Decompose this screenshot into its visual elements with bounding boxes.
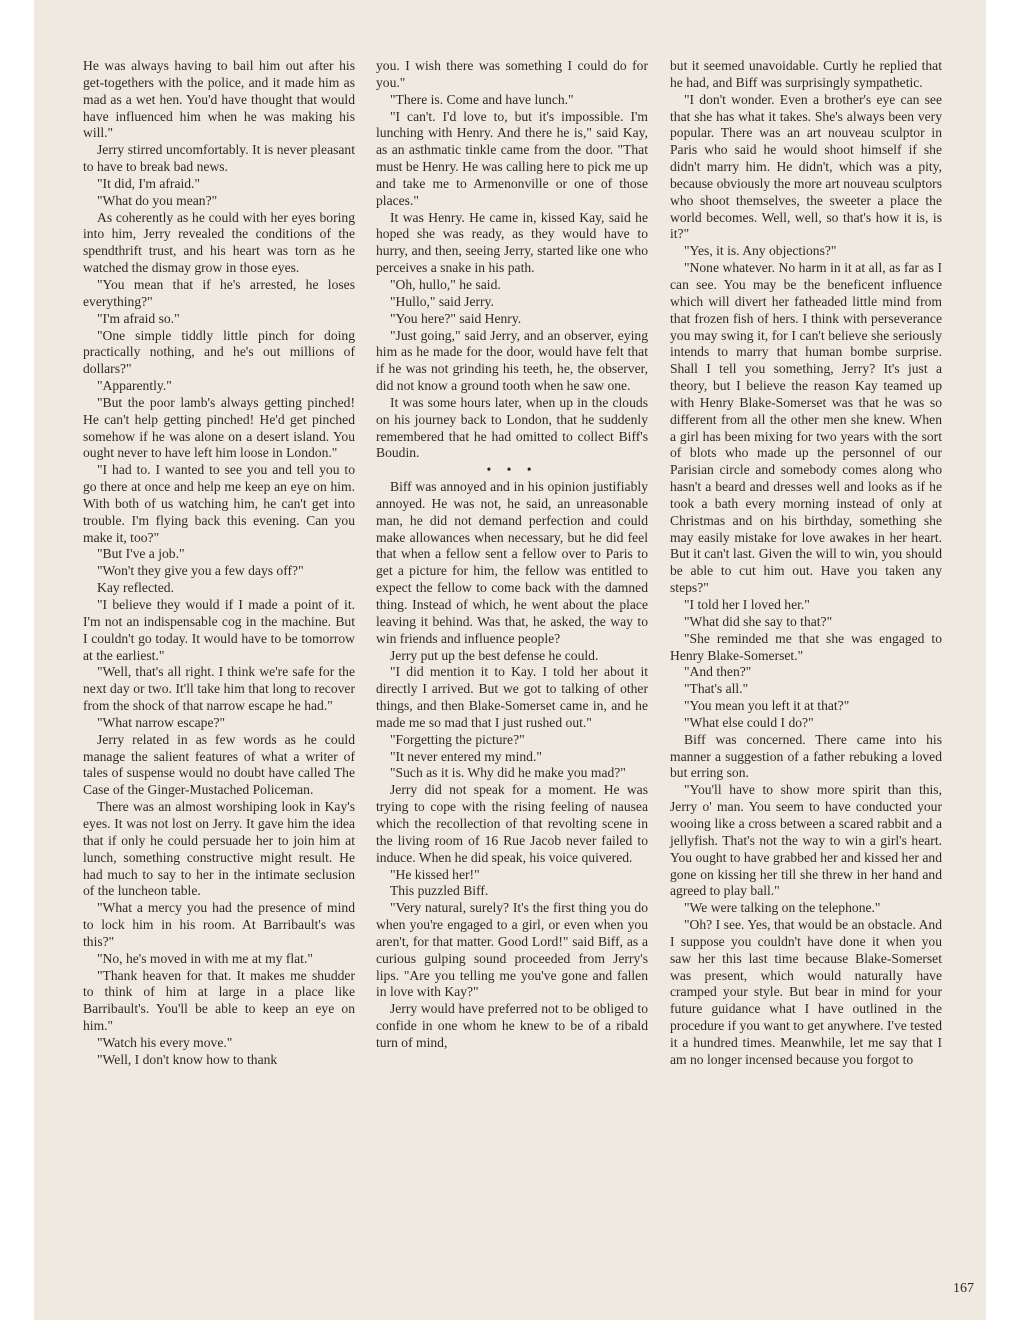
paragraph: "I don't wonder. Even a brother's eye can see that she has what it takes. She's always been very popular. There was an art nouveau sculptor in Paris who said he would shoot himself if she didn't marry him. He didn't, which was a pity, because obviously the more art nouveau sculptors who shoot themselves, the sweeter a place the world becomes. Well, well, so that's how it is, is it?": [670, 91, 942, 242]
paragraph: "We were talking on the telephone.": [684, 900, 881, 916]
paragraph: "No, he's moved in with me at my flat.": [97, 950, 313, 966]
paragraph: "Forgetting the picture?": [390, 731, 525, 747]
paragraph: "Watch his every move.": [97, 1034, 233, 1050]
paragraph: It was some hours later, when up in the clouds on his journey back to London, that he suddenly remembered that he had omitted to collect Biff's Boudin.: [376, 394, 648, 461]
paragraph: "Such as it is. Why did he make you mad?": [390, 765, 626, 781]
paragraph: Jerry did not speak for a moment. He was trying to cope with the rising feeling of nausea which the recollection of that revolting scene in the living room of 16 Rue Jacob never failed to induce. When he did speak, his voice quivered.: [376, 782, 648, 865]
paragraph: "What narrow escape?": [97, 714, 226, 730]
paragraph: There was an almost worshiping look in Kay's eyes. It was not lost on Jerry. It gave him the idea that if only he could persuade her to join him at lunch, something constructive might result. He had much to say to her in the intimate seclusion of the luncheon table.: [83, 799, 355, 899]
paragraph: As coherently as he could with her eyes boring into him, Jerry revealed the conditions of the spendthrift trust, and his heart was torn as he watched the dismay grow in those eyes.: [83, 209, 355, 276]
paragraph: "Oh, hullo," he said.: [390, 276, 501, 292]
paragraph: "Apparently.": [97, 378, 172, 394]
paragraph: Jerry stirred uncomfortably. It is never pleasant to have to break bad news.: [83, 142, 355, 175]
text-column-3: [670, 58, 942, 1069]
paragraph: "Thank heaven for that. It makes me shudder to think of him at large in a place like Barribault's. You'll be able to keep an eye on him.": [83, 967, 355, 1034]
paragraph: "I believe they would if I made a point of it. I'm not an indispensable cog in the machine. But I couldn't go today. It would have to be tomorrow at the earliest.": [83, 597, 355, 663]
paragraph: "It never entered my mind.": [390, 748, 542, 764]
paragraph: "Yes, it is. Any objections?": [684, 243, 837, 259]
paragraph: "What a mercy you had the presence of mind to lock him in his room. At Barribault's was this?": [83, 900, 355, 949]
paragraph: "None whatever. No harm in it at all, as far as I can see. You may be the beneficent influence which will divert her fatheaded little mind from that frozen fish of hers. I think with perseverance you may swing it, for I can't believe she seriously intends to marry that human bombe surprise. Shall I tell you something, Jerry? It's just a theory, but I believe the reason Kay teamed up with Henry Blake-Somerset was that he was so different from all the other men she knew. When a girl has been mixing for two years with the sort of blots who made up the personnel of our Parisian circle and somebody comes along who hasn't a beard and dresses well and looks as if he took a bath every morning instead of only at Christmas and on his birthday, something she may easily mistake for love awakes in her heart. But it can't last. Given the will to win, you should be able to cut him out. Have you taken any steps?": [670, 260, 942, 596]
text-column-1: [83, 58, 355, 1069]
paragraph: He was always having to bail him out after his get-togethers with the police, and it made him as mad as a wet hen. You'd have thought that would have influenced him when he was making his will.": [83, 58, 355, 141]
paragraph: "I'm afraid so.": [97, 310, 180, 326]
paragraph: Jerry put up the best defense he could.: [390, 647, 599, 663]
paragraph: "You'll have to show more spirit than this, Jerry o' man. You seem to have conducted your wooing like a cross between a scared rabbit and a jellyfish. That's not the way to win a girl's heart. You ought to have grabbed her and kissed her and gone on kissing her till she threw in her hand and agreed to play ball.": [670, 782, 942, 899]
paragraph: "Oh? I see. Yes, that would be an obstacle. And I suppose you couldn't have done it when you saw her this last time because Blake-Somerset was present, which would naturally have cramped your style. But bear in mind for your future guidance what I have outlined in the procedure if you want to get anywhere. I've tested it a hundred times. Meanwhile, let me say that I am no longer incensed because you forgot to: [670, 917, 942, 1067]
paragraph: "I can't. I'd love to, but it's impossible. I'm lunching with Henry. And there he is," said Kay, as an asthmatic tinkle came from the door. "That must be Henry. He was calling here to pick me up and take me to Armenonville or one of those places.": [376, 108, 648, 208]
paragraph: "And then?": [684, 664, 752, 680]
paragraph: but it seemed unavoidable. Curtly he replied that he had, and Biff was surprisingly sympathetic.: [670, 58, 942, 90]
page-number: 167: [953, 1281, 974, 1296]
paragraph: Jerry would have preferred not to be obliged to confide in one whom he knew to be of a ribald turn of mind,: [376, 1001, 648, 1050]
paragraph: "What else could I do?": [684, 714, 814, 730]
paragraph: "There is. Come and have lunch.": [390, 91, 574, 107]
paragraph: "What do you mean?": [97, 192, 218, 208]
paragraph: "Just going," said Jerry, and an observer, eying him as he made for the door, would have felt that if he was not grinding his teeth, he, the observer, did not know a ground tooth when he saw one.: [376, 327, 648, 394]
paragraph: "You mean that if he's arrested, he loses everything?": [83, 276, 355, 309]
paragraph: "You mean you left it at that?": [684, 698, 850, 714]
paragraph: "Won't they give you a few days off?": [97, 563, 304, 579]
paragraph: "One simple tiddly little pinch for doing practically nothing, and he's out millions of dollars?": [83, 327, 355, 377]
section-separator: • • •: [486, 462, 538, 478]
paragraph: "He kissed her!": [390, 866, 480, 882]
paragraph: Biff was annoyed and in his opinion justifiably annoyed. He was not, he said, an unreasonable man, he did not demand perfection and could make allowances when necessary, but he did feel that when a fellow sent a fellow over to Paris to get a picture for him, the fellow was entitled to expect the fellow to come back with the damned thing. Instead of which, he went about the place leaving it behind. Was that, he asked, the way to win friends and influence people?: [376, 479, 648, 646]
paragraph: Kay reflected.: [97, 580, 174, 596]
paragraph: "Well, that's all right. I think we're safe for the next day or two. It'll take him that long to recover from the shock of that narrow escape he had.": [83, 664, 355, 714]
text-column-2: [376, 58, 648, 1052]
paragraph: "I did mention it to Kay. I told her about it directly I arrived. But we got to talking of other things, and then Blake-Somerset came in, and he made me so mad that I just rushed out.": [376, 664, 648, 730]
paragraph: Biff was concerned. There came into his manner a suggestion of a father rebuking a loved but erring son.: [670, 731, 942, 781]
paragraph: "That's all.": [684, 681, 749, 697]
paragraph: Jerry related in as few words as he could manage the salient features of what a writer of tales of suspense would no doubt have called The Case of the Ginger-Mustached Policeman.: [83, 731, 355, 798]
paragraph: "But I've a job.": [97, 546, 185, 562]
paragraph: "But the poor lamb's always getting pinched! He can't help getting pinched! He'd get pinched somehow if he was alone on a desert island. You ought never to have left him loose in London.": [83, 394, 355, 461]
paragraph: It was Henry. He came in, kissed Kay, said he hoped she was ready, as they would have to hurry, and then, seeing Jerry, started like one who perceives a snake in his path.: [376, 209, 648, 276]
paragraph: "I had to. I wanted to see you and tell you to go there at once and help me keep an eye on him. With both of us watching him, he can't get into trouble. I'm flying back this evening. Can you make it, too?": [83, 462, 355, 545]
paragraph: "Hullo," said Jerry.: [390, 293, 494, 309]
paragraph: "You here?" said Henry.: [390, 310, 522, 326]
paragraph: "It did, I'm afraid.": [97, 175, 201, 191]
paragraph: This puzzled Biff.: [390, 883, 489, 899]
paragraph: "I told her I loved her.": [684, 597, 810, 612]
magazine-page: [34, 0, 986, 1320]
paragraph: you. I wish there was something I could do for you.": [376, 58, 648, 90]
paragraph: "Well, I don't know how to thank: [97, 1051, 278, 1067]
paragraph: "What did she say to that?": [684, 613, 833, 629]
paragraph: "She reminded me that she was engaged to Henry Blake-Somerset.": [670, 630, 942, 663]
paragraph: "Very natural, surely? It's the first thing you do when you're engaged to a girl, or even when you aren't, for that matter. Good Lord!" said Biff, as a curious gulping sound proceeded from Jerry's lips. "Are you telling me you've gone and fallen in love with Kay?": [376, 900, 648, 1000]
